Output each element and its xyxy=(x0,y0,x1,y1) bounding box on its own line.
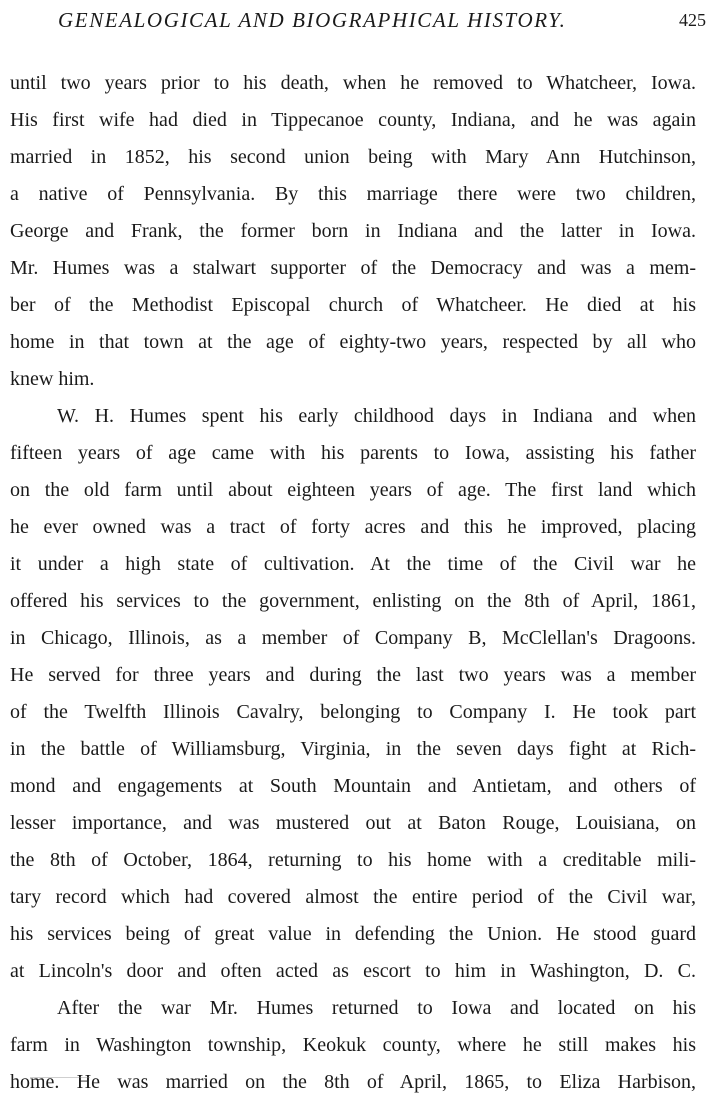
text-line: tary record which had covered almost the entire period of the Civil war, xyxy=(10,886,696,908)
text-line: fifteen years of age came with his parents to Iowa, assisting his father xyxy=(10,442,696,464)
text-line: home in that town at the age of eighty-two years, respected by all who xyxy=(10,331,696,353)
text-line: at Lincoln's door and often acted as escort to him in Washington, D. C. xyxy=(10,960,696,982)
text-line: he ever owned was a tract of forty acres and this he improved, placing xyxy=(10,516,696,538)
text-line: in Chicago, Illinois, as a member of Company B, McClellan's Dragoons. xyxy=(10,627,696,649)
text-line: his services being of great value in defending the Union. He stood guard xyxy=(10,923,696,945)
text-line: on the old farm until about eighteen years of age. The first land which xyxy=(10,479,696,501)
text-line: Mr. Humes was a stalwart supporter of the Democracy and was a mem- xyxy=(10,257,696,279)
text-line: the 8th of October, 1864, returning to his home with a creditable mili- xyxy=(10,849,696,871)
text-line: ber of the Methodist Episcopal church of Whatcheer. He died at his xyxy=(10,294,696,316)
page-header xyxy=(0,6,716,36)
text-line: a native of Pennsylvania. By this marriage there were two children, xyxy=(10,183,696,205)
body-text xyxy=(0,65,716,1101)
text-line: until two years prior to his death, when he removed to Whatcheer, Iowa. xyxy=(10,72,696,94)
text-line: He served for three years and during the last two years was a member xyxy=(10,664,696,686)
text-line: lesser importance, and was mustered out at Baton Rouge, Louisiana, on xyxy=(10,812,696,834)
text-line: in the battle of Williamsburg, Virginia, in the seven days fight at Rich- xyxy=(10,738,696,760)
text-line: of the Twelfth Illinois Cavalry, belonging to Company I. He took part xyxy=(10,701,696,723)
text-line: After the war Mr. Humes returned to Iowa and located on his xyxy=(57,997,696,1019)
text-line: farm in Washington township, Keokuk county, where he still makes his xyxy=(10,1034,696,1056)
text-line: mond and engagements at South Mountain and Antietam, and others of xyxy=(10,775,696,797)
text-line: His first wife had died in Tippecanoe county, Indiana, and he was again xyxy=(10,109,696,131)
text-line: offered his services to the government, enlisting on the 8th of April, 1861, xyxy=(10,590,696,612)
text-line: married in 1852, his second union being with Mary Ann Hutchinson, xyxy=(10,146,696,168)
text-line: it under a high state of cultivation. At the time of the Civil war he xyxy=(10,553,696,575)
page-number: 425 xyxy=(679,10,706,30)
page-bottom-edge xyxy=(30,1077,90,1086)
running-title: GENEALOGICAL AND BIOGRAPHICAL HISTORY. xyxy=(58,8,567,32)
text-line: knew him. xyxy=(10,368,95,390)
text-line: W. H. Humes spent his early childhood days in Indiana and when xyxy=(57,405,696,427)
text-line: home. He was married on the 8th of April, 1865, to Eliza Harbison, xyxy=(10,1071,696,1093)
text-line: George and Frank, the former born in Indiana and the latter in Iowa. xyxy=(10,220,696,242)
